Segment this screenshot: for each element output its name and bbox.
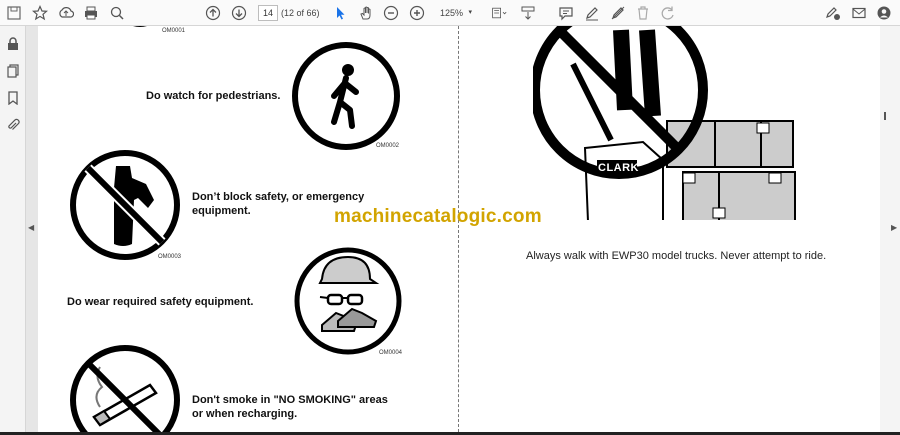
zoom-out-icon[interactable]: [381, 3, 401, 23]
no-block-extinguisher-icon: [68, 148, 182, 262]
page-up-icon[interactable]: [203, 3, 223, 23]
no-riding-truck-illustration: [533, 26, 833, 220]
wear-caption: Do wear required safety equipment.: [67, 296, 254, 308]
zoom-search-icon[interactable]: [107, 3, 127, 23]
bookmark-star-icon[interactable]: [30, 3, 50, 23]
smoke-caption-line1: Don't smoke in "NO SMOKING" areas: [192, 394, 388, 406]
pedestrians-caption: Do watch for pedestrians.: [146, 90, 281, 102]
scroll-mode-icon[interactable]: [518, 3, 538, 23]
block-caption-line1: Don’t block safety, or emergency: [192, 191, 365, 203]
document-page: [38, 26, 880, 432]
safety-equipment-icon: [292, 245, 404, 357]
account-icon[interactable]: [874, 3, 894, 23]
attachments-icon[interactable]: [5, 117, 21, 133]
print-icon[interactable]: [81, 3, 101, 23]
edit-pdf-icon[interactable]: [823, 3, 843, 23]
page-count: (12 of 66): [281, 8, 320, 18]
truck-brand-label: CLARK: [598, 162, 639, 174]
select-cursor-icon[interactable]: [330, 3, 350, 23]
scrollbar-thumb[interactable]: [884, 112, 886, 120]
redo-icon[interactable]: [658, 3, 678, 23]
bookmarks-icon[interactable]: [5, 90, 21, 106]
pages-icon[interactable]: [5, 63, 21, 79]
figure-code: OM0002: [376, 143, 400, 149]
collapse-left-arrow[interactable]: ◀: [28, 223, 35, 232]
pen-icon[interactable]: [582, 3, 602, 23]
block-caption-line2: equipment.: [192, 205, 251, 217]
comment-icon[interactable]: [556, 3, 576, 23]
zoom-select[interactable]: [432, 5, 472, 21]
toolbar: [0, 0, 900, 26]
delete-icon[interactable]: [633, 3, 653, 23]
figure-code: OM0004: [379, 350, 403, 356]
no-smoking-icon: [68, 343, 182, 432]
save-icon[interactable]: [4, 3, 24, 23]
sign-icon[interactable]: [608, 3, 628, 23]
partial-warning-icon: [110, 26, 170, 36]
column-divider: [458, 26, 459, 432]
hand-tool-icon[interactable]: [356, 3, 376, 23]
left-sidebar: [0, 26, 26, 435]
zoom-in-icon[interactable]: [407, 3, 427, 23]
smoke-caption-line2: or when recharging.: [192, 408, 298, 420]
figure-code: OM0003: [158, 254, 182, 260]
email-icon[interactable]: [849, 3, 869, 23]
figure-code: OM0001: [162, 28, 186, 34]
page-number-input[interactable]: 14: [258, 5, 278, 21]
page-down-icon[interactable]: [229, 3, 249, 23]
watermark: machinecatalogic.com: [334, 206, 542, 227]
pedestrian-icon: [290, 40, 402, 152]
lock-icon[interactable]: [5, 36, 21, 52]
zoom-value: 125%: [440, 8, 464, 18]
upload-icon[interactable]: [56, 3, 76, 23]
fit-page-icon[interactable]: [486, 3, 512, 23]
ewp-caption: Always walk with EWP30 model trucks. Never attempt to ride.: [526, 250, 827, 262]
collapse-right-arrow[interactable]: ▶: [891, 223, 898, 232]
chevron-down-icon: ▾: [468, 9, 472, 16]
